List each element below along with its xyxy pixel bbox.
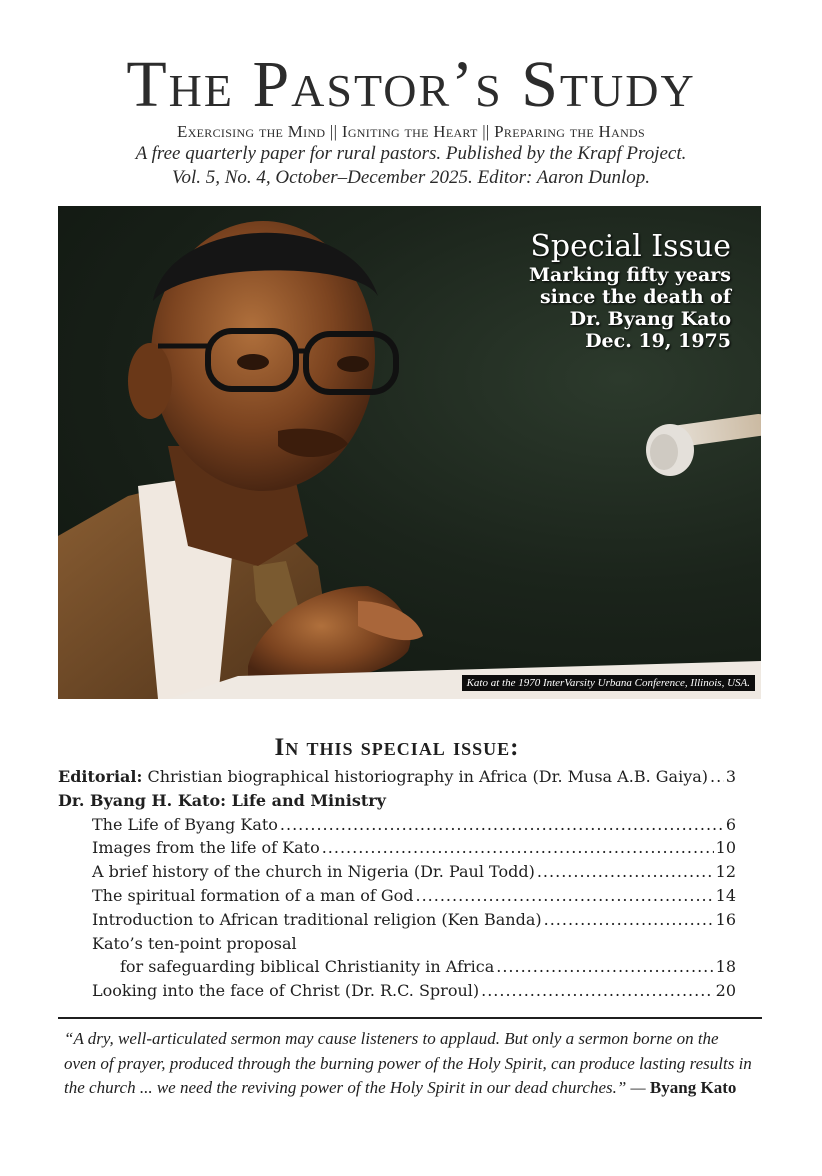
toc-entry[interactable] [58, 979, 736, 1003]
toc-entry-label [58, 765, 708, 789]
leader-dots [544, 908, 714, 932]
toc-entry[interactable] [58, 860, 736, 884]
toc-entry[interactable] [58, 836, 736, 860]
page-number: 3 [725, 767, 736, 786]
section-title: Dr. Byang H. Kato: Life and Ministry [58, 790, 386, 810]
toc-entry-editorial[interactable] [58, 765, 736, 789]
special-issue-line: Dr. Byang Kato [569, 308, 731, 330]
page-number: 20 [715, 981, 736, 1001]
toc-entry-title: A brief history of the church in Nigeria (Dr. Paul Todd) [92, 862, 535, 882]
leader-dots [710, 765, 724, 789]
special-issue-heading: Special Issue [530, 229, 731, 264]
table-of-contents [58, 733, 736, 1003]
editorial-label: Editorial: [58, 767, 143, 786]
leader-dots [322, 836, 714, 860]
toc-entry[interactable] [58, 908, 736, 932]
page-number: 14 [715, 885, 736, 905]
toc-entry-title: Images from the life of Kato [92, 838, 320, 858]
toc-entry-title: Introduction to African traditional religion (Ken Banda) [92, 909, 542, 929]
special-issue-banner [529, 230, 731, 352]
leader-dots [537, 860, 714, 884]
leader-dots [481, 979, 714, 1003]
editorial-title: Christian biographical historiography in Africa (Dr. Musa A.B. Gaiya) [147, 767, 709, 786]
cover-photo [58, 206, 761, 699]
photo-caption: Kato at the 1970 InterVarsity Urbana Conference, Illinois, USA. [462, 675, 755, 691]
toc-entry-title: for safeguarding biblical Christianity in Africa [120, 957, 495, 977]
special-issue-line: Marking fifty years [528, 264, 731, 286]
page-number: 12 [715, 862, 736, 882]
toc-entry-title: The Life of Byang Kato [92, 814, 278, 834]
toc-entry[interactable] [58, 813, 736, 837]
leader-dots [496, 955, 713, 979]
quote-text: “A dry, well-articulated sermon may cause listeners to applaud. But only a sermon borne on the oven of prayer, produced through the burning power of the Holy Spirit, can produce lasting results in the church ... we need the reviving power of the Holy Spirit in our dead churches.” — [64, 1029, 752, 1097]
publication-title: The Pastor’s Study [126, 48, 696, 121]
toc-section-heading [58, 789, 736, 813]
leader-dots [280, 813, 724, 837]
issue-line: Vol. 5, No. 4, October–December 2025. Editor: Aaron Dunlop. [171, 167, 651, 188]
contents-title: In this special issue: [274, 734, 520, 761]
page-number: 6 [725, 814, 736, 834]
special-issue-line: since the death of [539, 286, 731, 308]
pull-quote [64, 1027, 752, 1101]
toc-entry[interactable] [58, 932, 736, 956]
toc-entry[interactable] [58, 955, 736, 979]
special-issue-line: Dec. 19, 1975 [585, 330, 731, 352]
toc-entry-title: Kato’s ten-point proposal [92, 933, 297, 953]
toc-entry-title: Looking into the face of Christ (Dr. R.C. Sproul) [92, 981, 480, 1001]
page-number: 16 [715, 909, 736, 929]
toc-entry[interactable] [58, 884, 736, 908]
divider [58, 1017, 762, 1019]
toc-entry-title: The spiritual formation of a man of God [92, 885, 414, 905]
leader-dots [416, 884, 714, 908]
subtitle: A free quarterly paper for rural pastors. Published by the Krapf Project. [135, 143, 687, 164]
page-number: 10 [715, 838, 736, 858]
page-number: 18 [715, 957, 736, 977]
quote-author: Byang Kato [649, 1078, 737, 1097]
tagline: Exercising the Mind || Igniting the Heart || Preparing the Hands [177, 122, 645, 141]
masthead [0, 50, 822, 190]
